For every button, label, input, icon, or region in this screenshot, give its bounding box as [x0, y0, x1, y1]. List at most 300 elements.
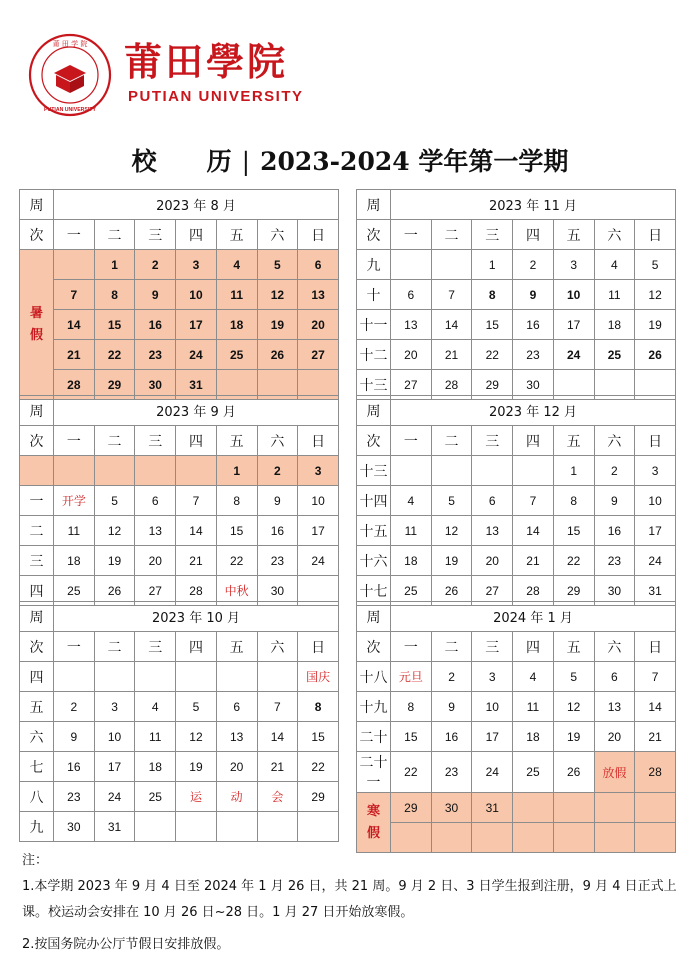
- day-cell: 26: [431, 576, 472, 606]
- day-cell: 25: [391, 576, 432, 606]
- week-number: 十九: [357, 692, 391, 722]
- day-cell: 16: [54, 752, 95, 782]
- day-cell: 11: [391, 516, 432, 546]
- day-cell: 18: [391, 546, 432, 576]
- day-cell: 23: [431, 752, 472, 793]
- week-number: 八: [20, 782, 54, 812]
- week-row: [20, 456, 339, 486]
- week-number: 十六: [357, 546, 391, 576]
- day-cell: [594, 793, 635, 823]
- calendar-grid: [19, 189, 672, 841]
- month-title: 2023 年 9 月: [54, 396, 339, 426]
- day-cell: 8: [391, 692, 432, 722]
- week-row: [20, 782, 339, 812]
- day-cell: [135, 662, 176, 692]
- weekday-header: 二: [94, 426, 135, 456]
- day-cell: 14: [513, 516, 554, 546]
- day-cell: 27: [472, 576, 513, 606]
- day-cell: 23: [135, 340, 176, 370]
- weekday-header: 四: [513, 426, 554, 456]
- day-cell: 22: [94, 340, 135, 370]
- week-number: 二十: [357, 722, 391, 752]
- day-cell: 24: [553, 340, 594, 370]
- day-cell: [135, 456, 176, 486]
- day-cell: 12: [94, 516, 135, 546]
- notes-section: [22, 848, 682, 958]
- day-cell: 14: [635, 692, 676, 722]
- day-cell: 9: [54, 722, 95, 752]
- week-row: [357, 546, 676, 576]
- day-cell: 25: [135, 782, 176, 812]
- weekday-header: 三: [472, 632, 513, 662]
- day-cell: 24: [472, 752, 513, 793]
- day-cell: 23: [257, 546, 298, 576]
- weekday-header: 四: [513, 632, 554, 662]
- week-row: [357, 456, 676, 486]
- day-cell: 19: [176, 752, 217, 782]
- month-title: 2023 年 8 月: [54, 190, 339, 220]
- day-cell: 16: [594, 516, 635, 546]
- month-table: [19, 601, 339, 842]
- month-title: 2023 年 10 月: [54, 602, 339, 632]
- day-cell: 22: [216, 546, 257, 576]
- day-cell: 10: [298, 486, 339, 516]
- day-cell: 5: [257, 250, 298, 280]
- day-cell: 18: [513, 722, 554, 752]
- week-row: [20, 340, 339, 370]
- day-cell: 14: [257, 722, 298, 752]
- day-cell: 8: [298, 692, 339, 722]
- day-cell: 1: [553, 456, 594, 486]
- day-cell: 5: [176, 692, 217, 722]
- event-cell: 中秋: [216, 576, 257, 606]
- weekday-header: 一: [54, 632, 95, 662]
- day-cell: 3: [94, 692, 135, 722]
- day-cell: 24: [298, 546, 339, 576]
- day-cell: [135, 812, 176, 842]
- month-panel: [356, 601, 676, 841]
- day-cell: [176, 662, 217, 692]
- weekday-header: 六: [594, 632, 635, 662]
- weekday-header: 五: [216, 426, 257, 456]
- day-cell: 10: [472, 692, 513, 722]
- weekday-header: 四: [176, 220, 217, 250]
- day-cell: 21: [176, 546, 217, 576]
- day-cell: 18: [216, 310, 257, 340]
- weekday-header: 五: [553, 220, 594, 250]
- day-cell: 25: [513, 752, 554, 793]
- day-cell: [216, 812, 257, 842]
- day-cell: 26: [635, 340, 676, 370]
- day-cell: 21: [431, 340, 472, 370]
- day-cell: [298, 812, 339, 842]
- day-cell: 29: [472, 370, 513, 400]
- day-cell: 26: [94, 576, 135, 606]
- weekday-header: 日: [635, 632, 676, 662]
- day-cell: 2: [431, 662, 472, 692]
- day-cell: 9: [257, 486, 298, 516]
- weekday-header: 二: [94, 220, 135, 250]
- day-cell: 30: [431, 793, 472, 823]
- week-number: 九: [357, 250, 391, 280]
- week-number: 四: [20, 662, 54, 692]
- day-cell: 27: [135, 576, 176, 606]
- weekday-header: 六: [594, 220, 635, 250]
- day-cell: 9: [135, 280, 176, 310]
- day-cell: 26: [553, 752, 594, 793]
- weekday-header: 一: [391, 220, 432, 250]
- week-header-top: 周: [357, 602, 391, 632]
- day-cell: 28: [176, 576, 217, 606]
- day-cell: 21: [513, 546, 554, 576]
- day-cell: 11: [513, 692, 554, 722]
- day-cell: 17: [298, 516, 339, 546]
- week-header-top: 周: [20, 190, 54, 220]
- day-cell: 3: [176, 250, 217, 280]
- day-cell: 28: [513, 576, 554, 606]
- day-cell: [257, 812, 298, 842]
- day-cell: 18: [54, 546, 95, 576]
- month-table: [19, 395, 339, 606]
- day-cell: 8: [216, 486, 257, 516]
- weekday-header: 日: [298, 220, 339, 250]
- week-number: 十五: [357, 516, 391, 546]
- week-number: 十: [357, 280, 391, 310]
- day-cell: 12: [635, 280, 676, 310]
- day-cell: [54, 456, 95, 486]
- svg-text:PUTIAN UNIVERSITY: PUTIAN UNIVERSITY: [44, 107, 96, 113]
- weekday-header: 二: [431, 632, 472, 662]
- day-cell: 5: [553, 662, 594, 692]
- day-cell: 8: [94, 280, 135, 310]
- day-cell: [513, 456, 554, 486]
- title-term: 2023-2024 学年第一学期: [260, 147, 569, 176]
- week-row: [20, 516, 339, 546]
- day-cell: 21: [635, 722, 676, 752]
- day-cell: 28: [431, 370, 472, 400]
- day-cell: [391, 456, 432, 486]
- week-row: [357, 486, 676, 516]
- day-cell: 1: [216, 456, 257, 486]
- day-cell: 9: [513, 280, 554, 310]
- week-number: 十一: [357, 310, 391, 340]
- week-row: [357, 793, 676, 823]
- day-cell: 4: [594, 250, 635, 280]
- month-title: 2023 年 11 月: [391, 190, 676, 220]
- day-cell: 4: [135, 692, 176, 722]
- day-cell: 30: [54, 812, 95, 842]
- week-header-bottom: 次: [357, 632, 391, 662]
- week-number: 二十一: [357, 752, 391, 793]
- week-header-bottom: 次: [357, 220, 391, 250]
- weekday-header: 四: [513, 220, 554, 250]
- week-header-bottom: 次: [20, 632, 54, 662]
- day-cell: 19: [553, 722, 594, 752]
- day-cell: [513, 793, 554, 823]
- day-cell: 6: [135, 486, 176, 516]
- day-cell: 30: [594, 576, 635, 606]
- event-cell: 会: [257, 782, 298, 812]
- day-cell: 14: [54, 310, 95, 340]
- week-row: [357, 662, 676, 692]
- day-cell: 5: [94, 486, 135, 516]
- weekday-header: 六: [257, 426, 298, 456]
- day-cell: 4: [391, 486, 432, 516]
- winter-break-label: 寒 假: [357, 793, 391, 853]
- week-row: [20, 250, 339, 280]
- day-cell: 30: [513, 370, 554, 400]
- day-cell: [216, 662, 257, 692]
- day-cell: 23: [513, 340, 554, 370]
- week-number: 十四: [357, 486, 391, 516]
- week-row: [20, 692, 339, 722]
- day-cell: 2: [257, 456, 298, 486]
- day-cell: 29: [298, 782, 339, 812]
- week-number: 十三: [357, 456, 391, 486]
- month-panel: [356, 189, 676, 395]
- day-cell: [94, 456, 135, 486]
- day-cell: 13: [391, 310, 432, 340]
- week-number: 十八: [357, 662, 391, 692]
- day-cell: 7: [176, 486, 217, 516]
- week-row: [20, 662, 339, 692]
- week-number: 五: [20, 692, 54, 722]
- weekday-header: 二: [431, 220, 472, 250]
- month-table: [356, 601, 676, 853]
- weekday-header: 三: [472, 220, 513, 250]
- week-header-bottom: 次: [20, 220, 54, 250]
- day-cell: 22: [298, 752, 339, 782]
- day-cell: 31: [176, 370, 217, 400]
- week-row: [20, 722, 339, 752]
- day-cell: 25: [54, 576, 95, 606]
- day-cell: 5: [431, 486, 472, 516]
- day-cell: 15: [472, 310, 513, 340]
- university-name-cn: 莆田學院: [124, 39, 289, 84]
- weekday-header: 二: [94, 632, 135, 662]
- weekday-header: 六: [257, 632, 298, 662]
- day-cell: 11: [216, 280, 257, 310]
- day-cell: 28: [54, 370, 95, 400]
- day-cell: [635, 793, 676, 823]
- week-number: 三: [20, 546, 54, 576]
- month-panel: [19, 395, 339, 601]
- day-cell: 2: [54, 692, 95, 722]
- day-cell: 2: [594, 456, 635, 486]
- svg-text:莆 田 学 院: 莆 田 学 院: [52, 40, 88, 48]
- week-row: [357, 280, 676, 310]
- day-cell: 3: [635, 456, 676, 486]
- month-panel: [19, 601, 339, 838]
- day-cell: [54, 250, 95, 280]
- weekday-header: 一: [54, 220, 95, 250]
- week-number: 四: [20, 576, 54, 606]
- weekday-header: 二: [431, 426, 472, 456]
- week-row: [357, 340, 676, 370]
- weekday-header: 三: [135, 632, 176, 662]
- day-cell: 1: [472, 250, 513, 280]
- header: [0, 0, 700, 120]
- title-separator: |: [241, 147, 251, 176]
- day-cell: 9: [431, 692, 472, 722]
- day-cell: 10: [176, 280, 217, 310]
- day-cell: 13: [472, 516, 513, 546]
- week-row: [20, 310, 339, 340]
- day-cell: 6: [594, 662, 635, 692]
- day-cell: 12: [176, 722, 217, 752]
- day-cell: [553, 793, 594, 823]
- weekday-header: 一: [391, 426, 432, 456]
- weekday-header: 六: [257, 220, 298, 250]
- day-cell: 4: [513, 662, 554, 692]
- day-cell: 22: [391, 752, 432, 793]
- day-cell: 8: [472, 280, 513, 310]
- week-number: 一: [20, 486, 54, 516]
- weekday-header: 日: [635, 426, 676, 456]
- day-cell: 6: [391, 280, 432, 310]
- weekday-header: 一: [391, 632, 432, 662]
- day-cell: 17: [176, 310, 217, 340]
- day-cell: [431, 250, 472, 280]
- day-cell: 8: [553, 486, 594, 516]
- day-cell: 6: [298, 250, 339, 280]
- day-cell: 17: [553, 310, 594, 340]
- week-header-bottom: 次: [20, 426, 54, 456]
- month-title: 2023 年 12 月: [391, 396, 676, 426]
- day-cell: [54, 662, 95, 692]
- week-row: [357, 692, 676, 722]
- day-cell: 11: [54, 516, 95, 546]
- day-cell: 10: [553, 280, 594, 310]
- event-cell: 开学: [54, 486, 95, 516]
- title-calendar: 校 历: [131, 147, 232, 176]
- day-cell: 22: [553, 546, 594, 576]
- day-cell: 9: [594, 486, 635, 516]
- day-cell: [176, 812, 217, 842]
- day-cell: 28: [635, 752, 676, 793]
- month-panel: [356, 395, 676, 601]
- day-cell: 11: [135, 722, 176, 752]
- day-cell: 19: [257, 310, 298, 340]
- university-name-en: PUTIAN UNIVERSITY: [128, 88, 304, 105]
- day-cell: 3: [553, 250, 594, 280]
- day-cell: 13: [216, 722, 257, 752]
- day-cell: 15: [298, 722, 339, 752]
- day-cell: 29: [391, 793, 432, 823]
- day-cell: 12: [553, 692, 594, 722]
- weekday-header: 五: [216, 632, 257, 662]
- weekday-header: 三: [472, 426, 513, 456]
- day-cell: 25: [594, 340, 635, 370]
- day-cell: 15: [391, 722, 432, 752]
- day-cell: 19: [635, 310, 676, 340]
- day-cell: 14: [176, 516, 217, 546]
- week-number: [20, 456, 54, 486]
- day-cell: 12: [431, 516, 472, 546]
- week-row: [20, 546, 339, 576]
- day-cell: 7: [431, 280, 472, 310]
- week-header-top: 周: [20, 602, 54, 632]
- day-cell: 18: [135, 752, 176, 782]
- day-cell: 21: [257, 752, 298, 782]
- weekday-header: 一: [54, 426, 95, 456]
- day-cell: 20: [216, 752, 257, 782]
- day-cell: 20: [298, 310, 339, 340]
- day-cell: 29: [94, 370, 135, 400]
- day-cell: [391, 250, 432, 280]
- day-cell: 4: [216, 250, 257, 280]
- day-cell: 24: [635, 546, 676, 576]
- day-cell: 13: [298, 280, 339, 310]
- event-cell: 运: [176, 782, 217, 812]
- weekday-header: 日: [635, 220, 676, 250]
- day-cell: 14: [431, 310, 472, 340]
- week-number: 七: [20, 752, 54, 782]
- day-cell: 7: [54, 280, 95, 310]
- day-cell: 7: [635, 662, 676, 692]
- day-cell: 11: [594, 280, 635, 310]
- day-cell: 12: [257, 280, 298, 310]
- week-row: [357, 310, 676, 340]
- note-item-1: 1.本学期 2023 年 9 月 4 日至 2024 年 1 月 26 日，共 21 周。9 月 2 日、3 日学生报到注册，9 月 4 日正式上课。校运动会安排在 10 月 26 日~28 日。1 月 27 日开始放寒假。: [22, 879, 677, 920]
- day-cell: 25: [216, 340, 257, 370]
- weekday-header: 日: [298, 632, 339, 662]
- day-cell: [431, 456, 472, 486]
- week-header-top: 周: [20, 396, 54, 426]
- month-table: [356, 189, 676, 400]
- week-number: 九: [20, 812, 54, 842]
- day-cell: 19: [94, 546, 135, 576]
- day-cell: 17: [94, 752, 135, 782]
- day-cell: 6: [472, 486, 513, 516]
- day-cell: 15: [553, 516, 594, 546]
- week-header-bottom: 次: [357, 426, 391, 456]
- day-cell: 27: [391, 370, 432, 400]
- day-cell: 13: [135, 516, 176, 546]
- day-cell: 15: [216, 516, 257, 546]
- day-cell: 20: [472, 546, 513, 576]
- day-cell: 24: [176, 340, 217, 370]
- day-cell: [472, 456, 513, 486]
- week-row: [20, 752, 339, 782]
- day-cell: 23: [54, 782, 95, 812]
- day-cell: 6: [216, 692, 257, 722]
- week-number: 二: [20, 516, 54, 546]
- week-header-top: 周: [357, 396, 391, 426]
- day-cell: 2: [513, 250, 554, 280]
- weekday-header: 三: [135, 426, 176, 456]
- month-table: [19, 189, 339, 400]
- month-table: [356, 395, 676, 606]
- page-title: [0, 142, 700, 178]
- day-cell: 17: [472, 722, 513, 752]
- day-cell: 7: [257, 692, 298, 722]
- day-cell: [257, 662, 298, 692]
- day-cell: 1: [94, 250, 135, 280]
- week-number: 六: [20, 722, 54, 752]
- week-row: [357, 722, 676, 752]
- day-cell: 21: [54, 340, 95, 370]
- week-header-top: 周: [357, 190, 391, 220]
- week-number: 十二: [357, 340, 391, 370]
- weekday-header: 五: [553, 426, 594, 456]
- day-cell: 7: [513, 486, 554, 516]
- weekday-header: 五: [553, 632, 594, 662]
- day-cell: 17: [635, 516, 676, 546]
- day-cell: 20: [135, 546, 176, 576]
- week-row: [20, 812, 339, 842]
- day-cell: 3: [298, 456, 339, 486]
